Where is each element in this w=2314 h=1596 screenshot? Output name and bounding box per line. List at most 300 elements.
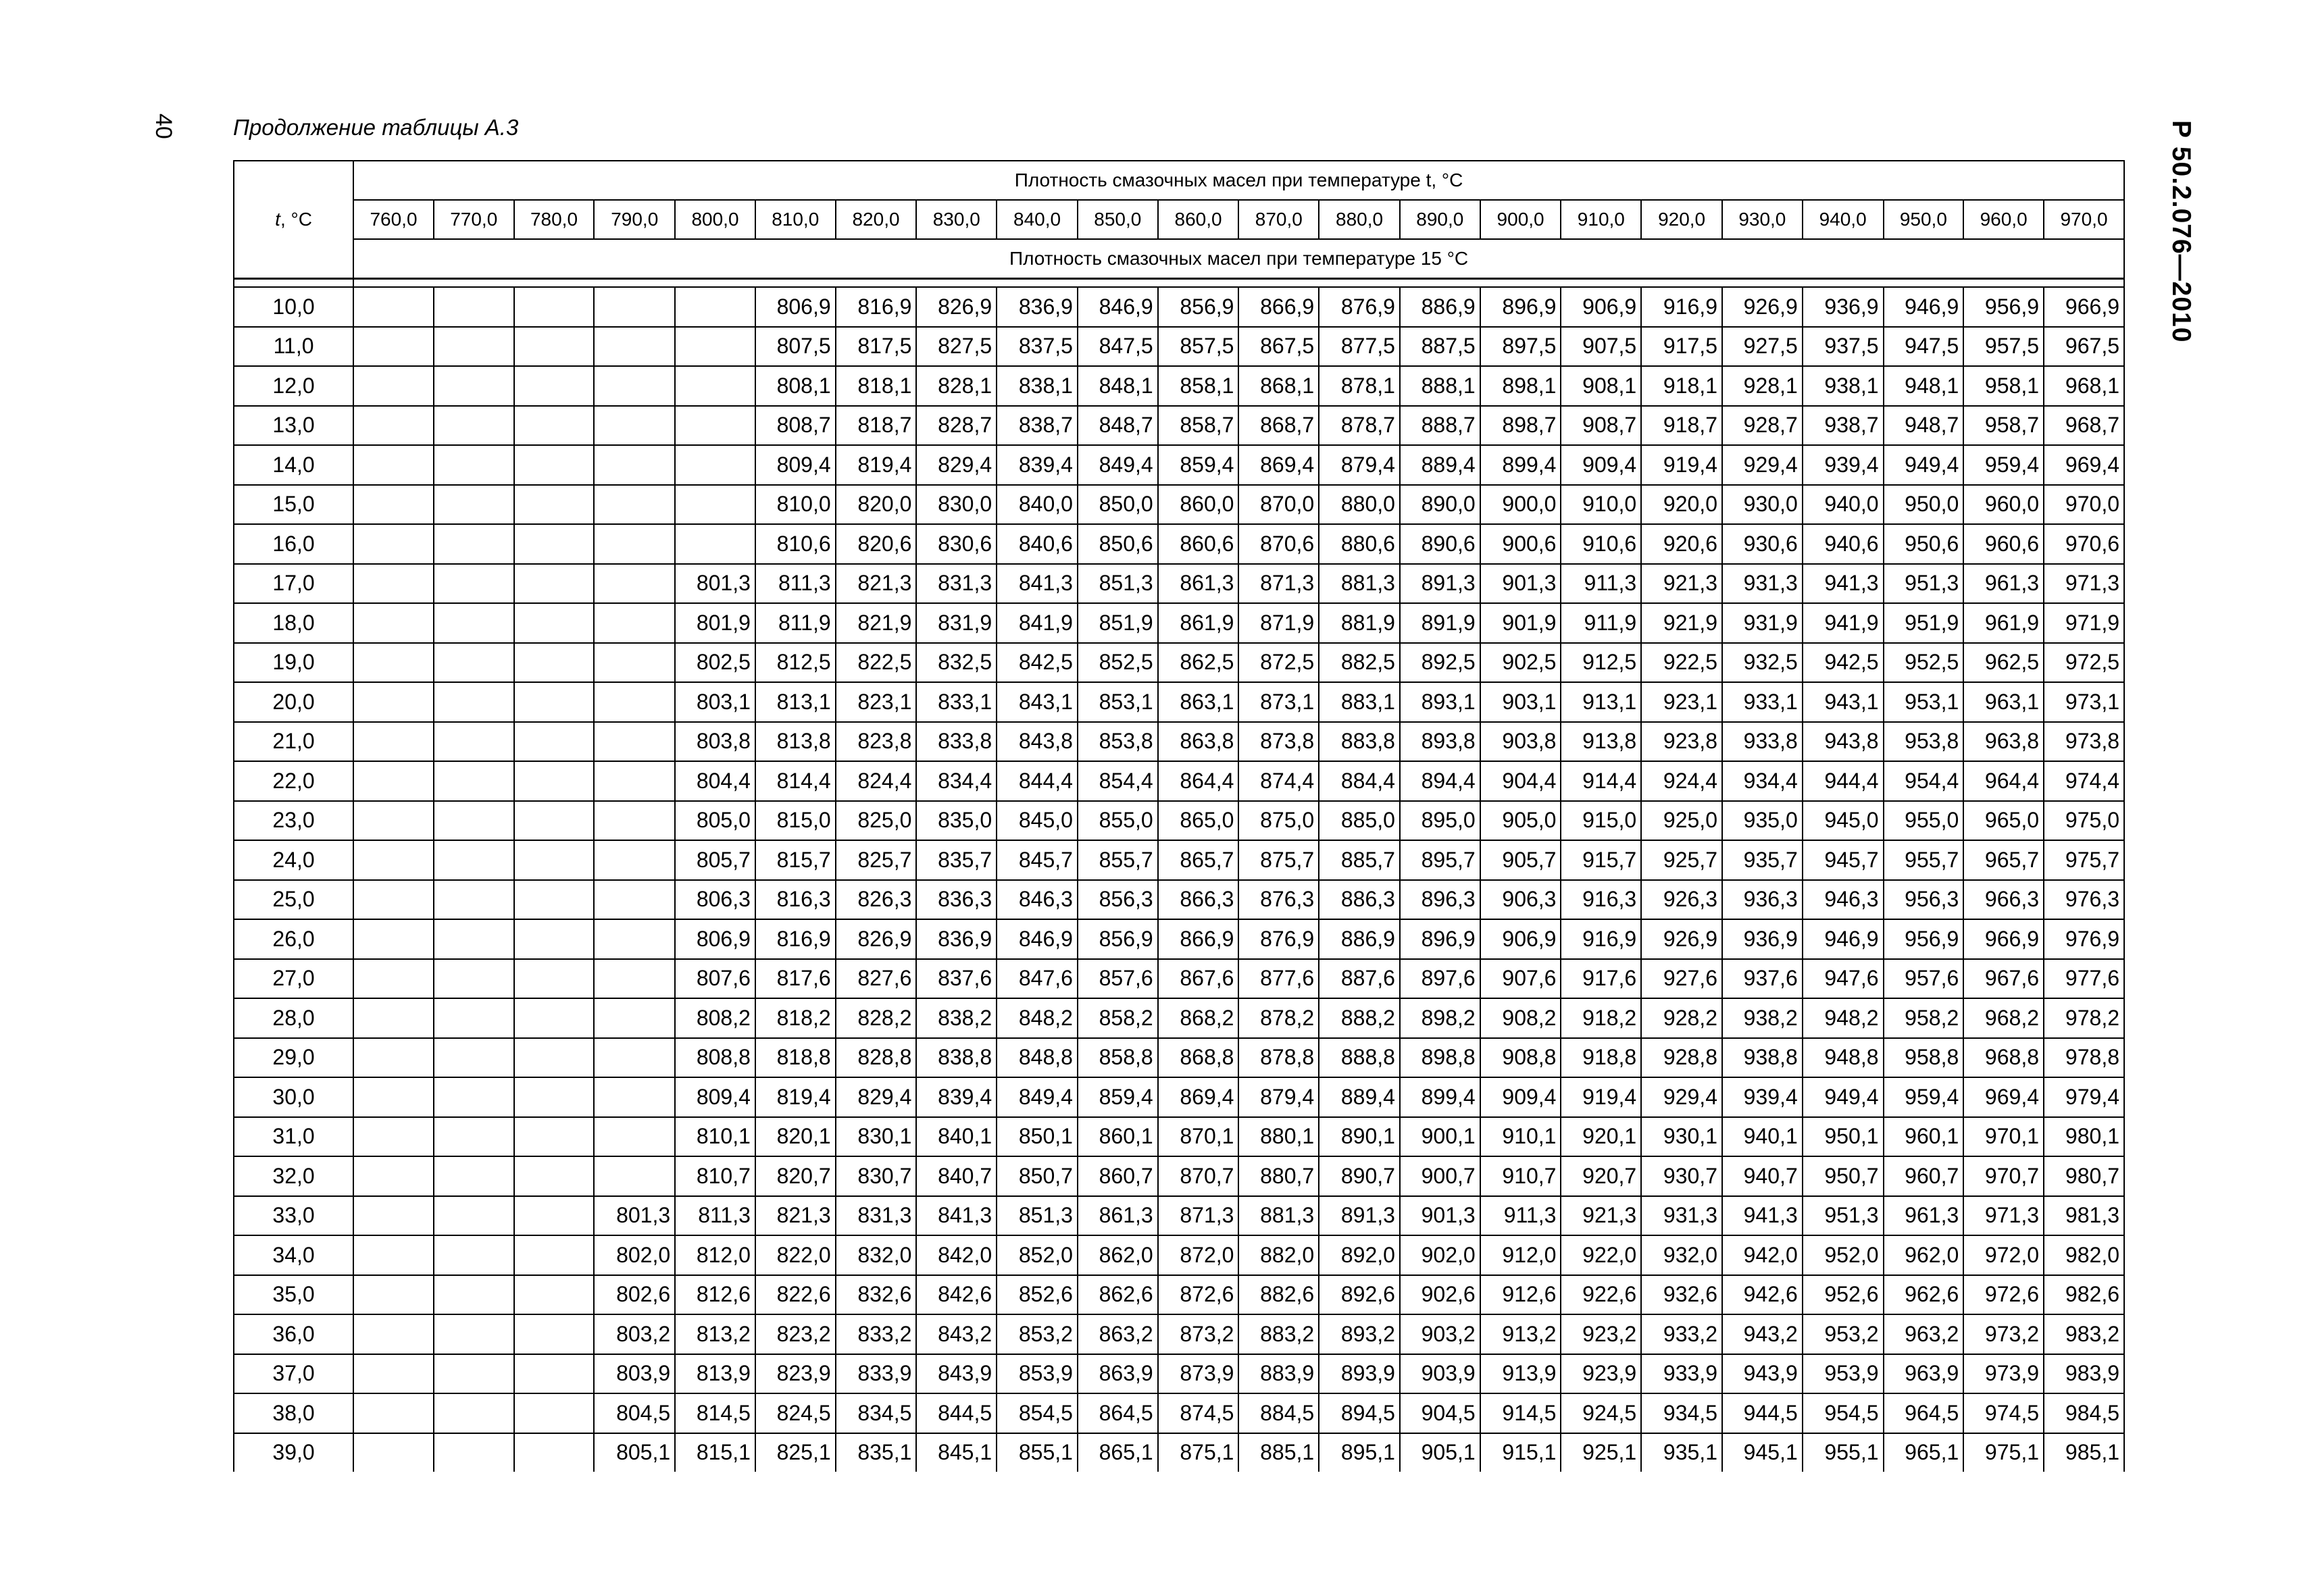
table-row [234, 722, 2124, 762]
density-cell: 899,4 [1400, 1077, 1480, 1117]
density-cell: 972,6 [1963, 1275, 2044, 1315]
density-cell [675, 327, 755, 367]
density-cell: 833,1 [916, 682, 997, 722]
density-cell: 945,7 [1803, 840, 1884, 880]
density-cell [594, 366, 675, 406]
density-cell: 951,3 [1884, 564, 1964, 604]
density-cell: 890,0 [1400, 485, 1480, 525]
density-cell: 916,3 [1561, 880, 1641, 920]
density-cell: 842,0 [916, 1235, 997, 1275]
density-cell [353, 1077, 434, 1117]
density-cell: 898,7 [1480, 406, 1561, 446]
density-cell: 875,1 [1158, 1433, 1239, 1472]
density-cell: 953,8 [1884, 722, 1964, 762]
density-cell: 959,4 [1963, 445, 2044, 485]
density-cell: 899,4 [1480, 445, 1561, 485]
density-cell: 837,6 [916, 959, 997, 999]
density-cell: 953,2 [1803, 1314, 1884, 1354]
density-cell: 851,3 [1078, 564, 1158, 604]
density-cell: 938,2 [1722, 998, 1803, 1038]
density-cell: 956,3 [1884, 880, 1964, 920]
density-cell: 937,5 [1803, 327, 1884, 367]
density-cell: 856,3 [1078, 880, 1158, 920]
density-cell [434, 840, 514, 880]
density-cell: 844,5 [916, 1393, 997, 1433]
density-cell: 893,1 [1400, 682, 1480, 722]
density-cell: 952,6 [1803, 1275, 1884, 1315]
density-cell: 950,7 [1803, 1156, 1884, 1196]
density-cell [353, 1433, 434, 1472]
density-cell: 864,4 [1158, 761, 1239, 801]
density-cell: 923,1 [1641, 682, 1722, 722]
density-cell: 976,9 [2044, 919, 2124, 959]
density-cell: 803,1 [675, 682, 755, 722]
density-cell: 932,0 [1641, 1235, 1722, 1275]
density-cell: 938,1 [1803, 366, 1884, 406]
density-cell: 828,7 [916, 406, 997, 446]
density-cell: 897,6 [1400, 959, 1480, 999]
gap-cell [1963, 279, 2044, 288]
density-cell: 893,2 [1319, 1314, 1400, 1354]
density-cell [675, 524, 755, 564]
density-cell: 876,9 [1238, 919, 1319, 959]
column-header: 850,0 [1078, 200, 1158, 239]
density-cell: 843,9 [916, 1354, 997, 1394]
density-cell: 883,9 [1238, 1354, 1319, 1394]
density-cell: 850,0 [1078, 485, 1158, 525]
density-cell: 926,3 [1641, 880, 1722, 920]
density-cell: 863,1 [1158, 682, 1239, 722]
density-cell: 878,1 [1319, 366, 1400, 406]
density-cell: 863,9 [1078, 1354, 1158, 1394]
density-cell: 902,5 [1480, 643, 1561, 683]
density-cell: 950,6 [1884, 524, 1964, 564]
density-cell: 955,0 [1884, 801, 1964, 841]
density-cell [353, 919, 434, 959]
density-cell: 829,4 [916, 445, 997, 485]
density-cell: 958,2 [1884, 998, 1964, 1038]
density-cell [514, 722, 595, 762]
table-row [234, 959, 2124, 999]
density-cell: 977,6 [2044, 959, 2124, 999]
density-cell [514, 1314, 595, 1354]
density-cell: 947,5 [1884, 327, 1964, 367]
density-cell: 932,6 [1641, 1275, 1722, 1315]
gap-cell [353, 279, 434, 288]
density-cell [514, 524, 595, 564]
temperature-cell: 24,0 [234, 840, 353, 880]
density-cell: 958,1 [1963, 366, 2044, 406]
density-cell: 911,3 [1480, 1196, 1561, 1236]
density-cell: 872,6 [1158, 1275, 1239, 1315]
gap-cell [1400, 279, 1480, 288]
density-cell [594, 682, 675, 722]
density-cell: 928,8 [1641, 1038, 1722, 1078]
density-cell: 853,1 [1078, 682, 1158, 722]
density-cell: 843,8 [997, 722, 1078, 762]
density-cell: 924,5 [1561, 1393, 1641, 1433]
density-cell: 958,8 [1884, 1038, 1964, 1078]
density-cell: 965,1 [1884, 1433, 1964, 1472]
table-row [234, 1314, 2124, 1354]
density-cell: 833,8 [916, 722, 997, 762]
density-cell [353, 801, 434, 841]
density-cell: 982,0 [2044, 1235, 2124, 1275]
density-cell: 969,4 [2044, 445, 2124, 485]
table-row [234, 485, 2124, 525]
density-cell [434, 327, 514, 367]
density-cell: 817,6 [755, 959, 836, 999]
page-number: 40 [151, 113, 176, 139]
column-header: 800,0 [675, 200, 755, 239]
density-cell: 970,0 [2044, 485, 2124, 525]
density-cell: 858,7 [1158, 406, 1239, 446]
density-cell: 821,3 [755, 1196, 836, 1236]
density-cell: 894,4 [1400, 761, 1480, 801]
density-cell: 888,8 [1319, 1038, 1400, 1078]
density-cell [353, 722, 434, 762]
density-cell: 939,4 [1803, 445, 1884, 485]
density-cell: 848,1 [1078, 366, 1158, 406]
density-cell [514, 801, 595, 841]
density-cell: 878,8 [1238, 1038, 1319, 1078]
density-cell: 860,6 [1158, 524, 1239, 564]
density-cell: 922,6 [1561, 1275, 1641, 1315]
table-row [234, 1433, 2124, 1472]
density-cell: 868,7 [1238, 406, 1319, 446]
density-cell: 891,3 [1319, 1196, 1400, 1236]
density-cell: 874,4 [1238, 761, 1319, 801]
density-cell [434, 761, 514, 801]
density-cell [434, 1156, 514, 1196]
temperature-cell: 35,0 [234, 1275, 353, 1315]
density-cell: 850,6 [1078, 524, 1158, 564]
density-cell [594, 327, 675, 367]
density-cell [434, 643, 514, 683]
density-cell: 934,5 [1641, 1393, 1722, 1433]
density-cell [353, 959, 434, 999]
density-cell: 945,0 [1803, 801, 1884, 841]
density-cell: 846,9 [997, 919, 1078, 959]
temperature-cell: 39,0 [234, 1433, 353, 1472]
density-cell: 930,0 [1722, 485, 1803, 525]
density-cell: 915,1 [1480, 1433, 1561, 1472]
density-cell [514, 643, 595, 683]
density-cell: 875,0 [1238, 801, 1319, 841]
density-cell [434, 1354, 514, 1394]
density-cell: 974,5 [1963, 1393, 2044, 1433]
density-cell: 836,9 [997, 287, 1078, 327]
density-cell: 846,9 [1078, 287, 1158, 327]
density-cell: 850,1 [997, 1117, 1078, 1157]
density-cell: 821,9 [836, 603, 917, 643]
density-cell [434, 722, 514, 762]
density-cell: 873,1 [1238, 682, 1319, 722]
temperature-cell: 12,0 [234, 366, 353, 406]
temperature-cell: 16,0 [234, 524, 353, 564]
density-cell: 825,7 [836, 840, 917, 880]
table-row [234, 1196, 2124, 1236]
temperature-column-header [234, 161, 353, 279]
gap-cell [1238, 279, 1319, 288]
density-cell: 828,8 [836, 1038, 917, 1078]
density-cell: 940,0 [1803, 485, 1884, 525]
density-cell: 813,8 [755, 722, 836, 762]
density-cell: 825,1 [755, 1433, 836, 1472]
density-cell: 920,6 [1641, 524, 1722, 564]
density-cell: 823,8 [836, 722, 917, 762]
density-cell: 865,1 [1078, 1433, 1158, 1472]
density-cell: 831,3 [916, 564, 997, 604]
table-row [234, 524, 2124, 564]
density-cell [434, 603, 514, 643]
density-cell: 933,9 [1641, 1354, 1722, 1394]
density-cell: 861,3 [1158, 564, 1239, 604]
density-cell: 822,5 [836, 643, 917, 683]
density-cell: 805,0 [675, 801, 755, 841]
density-cell [434, 919, 514, 959]
density-cell: 868,2 [1158, 998, 1239, 1038]
density-cell [594, 1077, 675, 1117]
density-cell: 803,8 [675, 722, 755, 762]
density-cell [353, 564, 434, 604]
density-cell: 826,9 [916, 287, 997, 327]
column-header: 880,0 [1319, 200, 1400, 239]
density-cell [594, 919, 675, 959]
density-cell: 810,7 [675, 1156, 755, 1196]
density-cell: 958,7 [1963, 406, 2044, 446]
column-header: 910,0 [1561, 200, 1641, 239]
density-cell [353, 1275, 434, 1315]
temperature-cell: 37,0 [234, 1354, 353, 1394]
density-cell: 949,4 [1884, 445, 1964, 485]
density-cell: 830,6 [916, 524, 997, 564]
density-cell: 806,3 [675, 880, 755, 920]
density-cell: 877,6 [1238, 959, 1319, 999]
density-cell: 868,8 [1158, 1038, 1239, 1078]
density-cell: 805,1 [594, 1433, 675, 1472]
density-cell: 935,7 [1722, 840, 1803, 880]
density-cell: 933,1 [1722, 682, 1803, 722]
temperature-cell: 27,0 [234, 959, 353, 999]
density-cell [514, 1156, 595, 1196]
density-cell: 838,7 [997, 406, 1078, 446]
density-cell: 854,4 [1078, 761, 1158, 801]
density-cell [594, 801, 675, 841]
density-cell: 918,2 [1561, 998, 1641, 1038]
density-cell: 911,3 [1561, 564, 1641, 604]
density-cell: 943,2 [1722, 1314, 1803, 1354]
table-caption: Продолжение таблицы А.3 [233, 115, 519, 140]
density-cell: 858,8 [1078, 1038, 1158, 1078]
density-cell: 882,6 [1238, 1275, 1319, 1315]
temperature-cell: 34,0 [234, 1235, 353, 1275]
density-cell: 876,3 [1238, 880, 1319, 920]
gap-cell [1078, 279, 1158, 288]
density-cell: 815,0 [755, 801, 836, 841]
density-cell: 838,1 [997, 366, 1078, 406]
density-cell: 962,6 [1884, 1275, 1964, 1315]
density-cell: 810,6 [755, 524, 836, 564]
density-cell: 854,5 [997, 1393, 1078, 1433]
density-cell: 936,9 [1722, 919, 1803, 959]
density-cell [675, 445, 755, 485]
density-cell: 923,2 [1561, 1314, 1641, 1354]
density-cell: 951,3 [1803, 1196, 1884, 1236]
density-cell: 840,1 [916, 1117, 997, 1157]
density-cell: 869,4 [1238, 445, 1319, 485]
density-cell: 920,7 [1561, 1156, 1641, 1196]
density-cell: 820,7 [755, 1156, 836, 1196]
density-cell: 863,8 [1158, 722, 1239, 762]
density-cell: 818,7 [836, 406, 917, 446]
density-cell: 931,3 [1641, 1196, 1722, 1236]
gap-cell [836, 279, 917, 288]
density-cell: 918,1 [1641, 366, 1722, 406]
density-cell: 823,1 [836, 682, 917, 722]
density-cell: 952,0 [1803, 1235, 1884, 1275]
density-cell: 881,3 [1238, 1196, 1319, 1236]
density-cell: 930,6 [1722, 524, 1803, 564]
density-cell: 807,6 [675, 959, 755, 999]
density-cell: 920,1 [1561, 1117, 1641, 1157]
density-cell: 853,9 [997, 1354, 1078, 1394]
density-cell: 904,5 [1400, 1393, 1480, 1433]
density-cell [514, 682, 595, 722]
density-cell: 871,3 [1158, 1196, 1239, 1236]
density-cell: 872,0 [1158, 1235, 1239, 1275]
density-cell: 802,5 [675, 643, 755, 683]
table-row [234, 1077, 2124, 1117]
density-cell: 806,9 [675, 919, 755, 959]
density-cell: 913,1 [1561, 682, 1641, 722]
density-cell: 926,9 [1722, 287, 1803, 327]
density-cell: 809,4 [755, 445, 836, 485]
density-cell: 915,0 [1561, 801, 1641, 841]
table-row [234, 1275, 2124, 1315]
density-cell [594, 564, 675, 604]
density-cell: 858,1 [1158, 366, 1239, 406]
density-cell: 914,5 [1480, 1393, 1561, 1433]
gap-cell [2044, 279, 2124, 288]
temperature-cell: 20,0 [234, 682, 353, 722]
density-cell: 851,9 [1078, 603, 1158, 643]
density-cell: 813,2 [675, 1314, 755, 1354]
gap-cell [1803, 279, 1884, 288]
density-cell: 835,1 [836, 1433, 917, 1472]
temperature-cell: 22,0 [234, 761, 353, 801]
gap-cell [594, 279, 675, 288]
gap-cell [1480, 279, 1561, 288]
density-cell [353, 524, 434, 564]
density-cell: 839,4 [916, 1077, 997, 1117]
density-cell: 980,7 [2044, 1156, 2124, 1196]
density-cell: 897,5 [1480, 327, 1561, 367]
density-cell: 891,3 [1400, 564, 1480, 604]
density-cell: 971,3 [2044, 564, 2124, 604]
temperature-cell: 31,0 [234, 1117, 353, 1157]
density-cell: 857,5 [1158, 327, 1239, 367]
density-cell: 944,4 [1803, 761, 1884, 801]
column-header: 970,0 [2044, 200, 2124, 239]
density-cell: 960,6 [1963, 524, 2044, 564]
density-cell: 842,6 [916, 1275, 997, 1315]
density-cell: 918,7 [1641, 406, 1722, 446]
density-cell: 850,7 [997, 1156, 1078, 1196]
density-cell: 880,6 [1319, 524, 1400, 564]
density-cell: 804,5 [594, 1393, 675, 1433]
density-cell: 847,6 [997, 959, 1078, 999]
density-cell: 852,6 [997, 1275, 1078, 1315]
density-cell: 880,1 [1238, 1117, 1319, 1157]
density-cell [514, 1393, 595, 1433]
density-cell: 839,4 [997, 445, 1078, 485]
density-table-frame [233, 160, 2125, 1477]
density-cell [514, 761, 595, 801]
density-cell [594, 761, 675, 801]
density-cell: 925,1 [1561, 1433, 1641, 1472]
gap-cell [755, 279, 836, 288]
density-cell: 953,9 [1803, 1354, 1884, 1394]
density-cell: 836,3 [916, 880, 997, 920]
bottom-group-header: Плотность смазочных масел при температуре 15 °С [353, 239, 2124, 279]
density-cell: 920,0 [1641, 485, 1722, 525]
density-cell [514, 1354, 595, 1394]
density-cell [353, 445, 434, 485]
density-cell: 972,5 [2044, 643, 2124, 683]
table-row [234, 564, 2124, 604]
temperature-cell: 23,0 [234, 801, 353, 841]
density-cell: 956,9 [1884, 919, 1964, 959]
density-cell: 941,3 [1722, 1196, 1803, 1236]
density-cell: 815,7 [755, 840, 836, 880]
density-cell: 859,4 [1158, 445, 1239, 485]
density-cell: 870,6 [1238, 524, 1319, 564]
density-cell: 884,4 [1319, 761, 1400, 801]
density-cell [594, 1038, 675, 1078]
density-cell [594, 998, 675, 1038]
table-row [234, 880, 2124, 920]
density-cell: 845,7 [997, 840, 1078, 880]
density-cell: 960,7 [1884, 1156, 1964, 1196]
density-cell: 919,4 [1641, 445, 1722, 485]
density-cell: 970,1 [1963, 1117, 2044, 1157]
density-cell: 877,5 [1319, 327, 1400, 367]
density-cell: 969,4 [1963, 1077, 2044, 1117]
temperature-cell: 14,0 [234, 445, 353, 485]
density-cell: 954,5 [1803, 1393, 1884, 1433]
density-cell [353, 643, 434, 683]
density-cell [594, 840, 675, 880]
density-cell: 876,9 [1319, 287, 1400, 327]
density-cell: 928,2 [1641, 998, 1722, 1038]
density-cell: 948,7 [1884, 406, 1964, 446]
density-cell: 971,9 [2044, 603, 2124, 643]
column-header: 760,0 [353, 200, 434, 239]
density-cell: 878,7 [1319, 406, 1400, 446]
density-cell [514, 445, 595, 485]
density-cell: 923,9 [1561, 1354, 1641, 1394]
density-cell [353, 327, 434, 367]
density-cell: 866,9 [1158, 919, 1239, 959]
density-cell: 821,3 [836, 564, 917, 604]
density-cell: 855,0 [1078, 801, 1158, 841]
density-cell: 925,7 [1641, 840, 1722, 880]
density-cell: 931,9 [1722, 603, 1803, 643]
temperature-variable: t [275, 209, 280, 230]
density-cell: 916,9 [1561, 919, 1641, 959]
density-cell: 849,4 [1078, 445, 1158, 485]
